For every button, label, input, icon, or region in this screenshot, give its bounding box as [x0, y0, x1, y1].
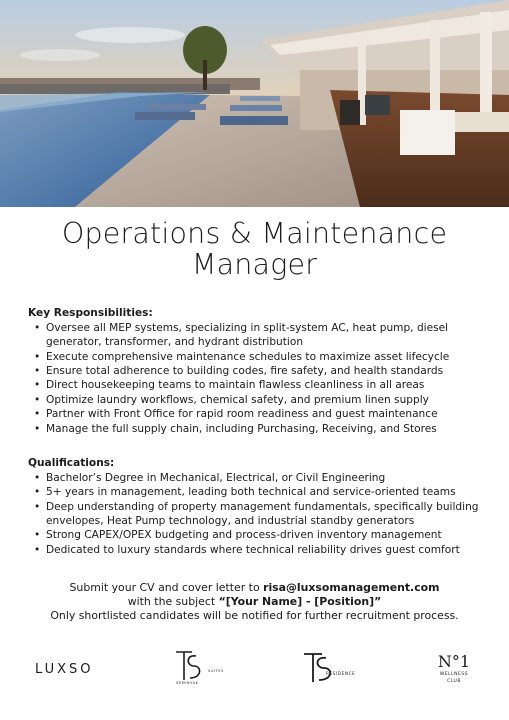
list-item: • Bachelor’s Degree in Mechanical, Electrical, or Civil Engineering	[28, 471, 488, 485]
list-item: • Optimize laundry workflows, chemical safety, and premium linen supply	[28, 393, 488, 407]
job-title	[0, 218, 509, 280]
ts-residence-logo	[300, 650, 370, 690]
contact-line-1	[0, 581, 509, 595]
contact-info	[0, 581, 509, 623]
job-title-line2: Manager	[191, 248, 318, 281]
responsibilities-heading: Key Responsibilities:	[28, 307, 153, 319]
job-title-line1: Operations & Maintenance	[61, 217, 448, 250]
contact-email[interactable]: risa@luxsomanagement.com	[263, 581, 440, 594]
luxso-logo: LUXSO	[35, 662, 94, 677]
hero-image	[0, 0, 509, 207]
list-item: • Execute comprehensive maintenance schedules to maximize asset lifecycle	[28, 350, 488, 364]
responsibilities-list	[28, 321, 488, 436]
subject-prefix: with the subject	[127, 595, 219, 609]
contact-line-3: Only shortlisted candidates will be notified for further recruitment process.	[50, 609, 459, 623]
list-item: • Oversee all MEP systems, specializing in split-system AC, heat pump, diesel generator, transformer, and hydrant distribution	[28, 321, 488, 349]
ts-suites-label: SUITES	[208, 669, 224, 673]
contact-line-2	[0, 595, 509, 609]
qualifications-list	[28, 471, 488, 557]
n1-sub2-label: CLUB	[447, 679, 461, 684]
contact-prefix: Submit your CV and cover letter to	[69, 581, 264, 594]
ts-seminyak-label: SEMINYAK	[176, 681, 199, 685]
n1-wellness-logo	[436, 654, 472, 684]
subject-format: “[Your Name] - [Position]”	[218, 595, 382, 609]
list-item: • Deep understanding of property management fundamentals, specifically building envelopes, Heat Pump technology, and industrial standby generators	[28, 500, 488, 528]
list-item: • Manage the full supply chain, including Purchasing, Receiving, and Stores	[28, 422, 488, 436]
list-item: • Dedicated to luxury standards where technical reliability drives guest comfort	[28, 543, 488, 557]
qualifications-heading: Qualifications:	[28, 457, 115, 469]
list-item: • Partner with Front Office for rapid room readiness and guest maintenance	[28, 407, 488, 421]
ts-suites-logo	[172, 646, 242, 690]
brand-logos	[0, 640, 509, 700]
list-item: • Strong CAPEX/OPEX budgeting and process-driven inventory management	[28, 528, 488, 542]
list-item: • 5+ years in management, leading both technical and service-oriented teams	[28, 485, 488, 499]
n1-sub1-label: WELLNESS	[439, 672, 469, 677]
n1-main-label: N°1	[437, 652, 471, 671]
qualifications-section	[28, 456, 488, 557]
ts-residence-label: RESIDENCE	[326, 671, 356, 676]
list-item: • Ensure total adherence to building codes, fire safety, and health standards	[28, 364, 488, 378]
list-item: • Direct housekeeping teams to maintain flawless cleanliness in all areas	[28, 378, 488, 392]
responsibilities-section	[28, 306, 488, 436]
